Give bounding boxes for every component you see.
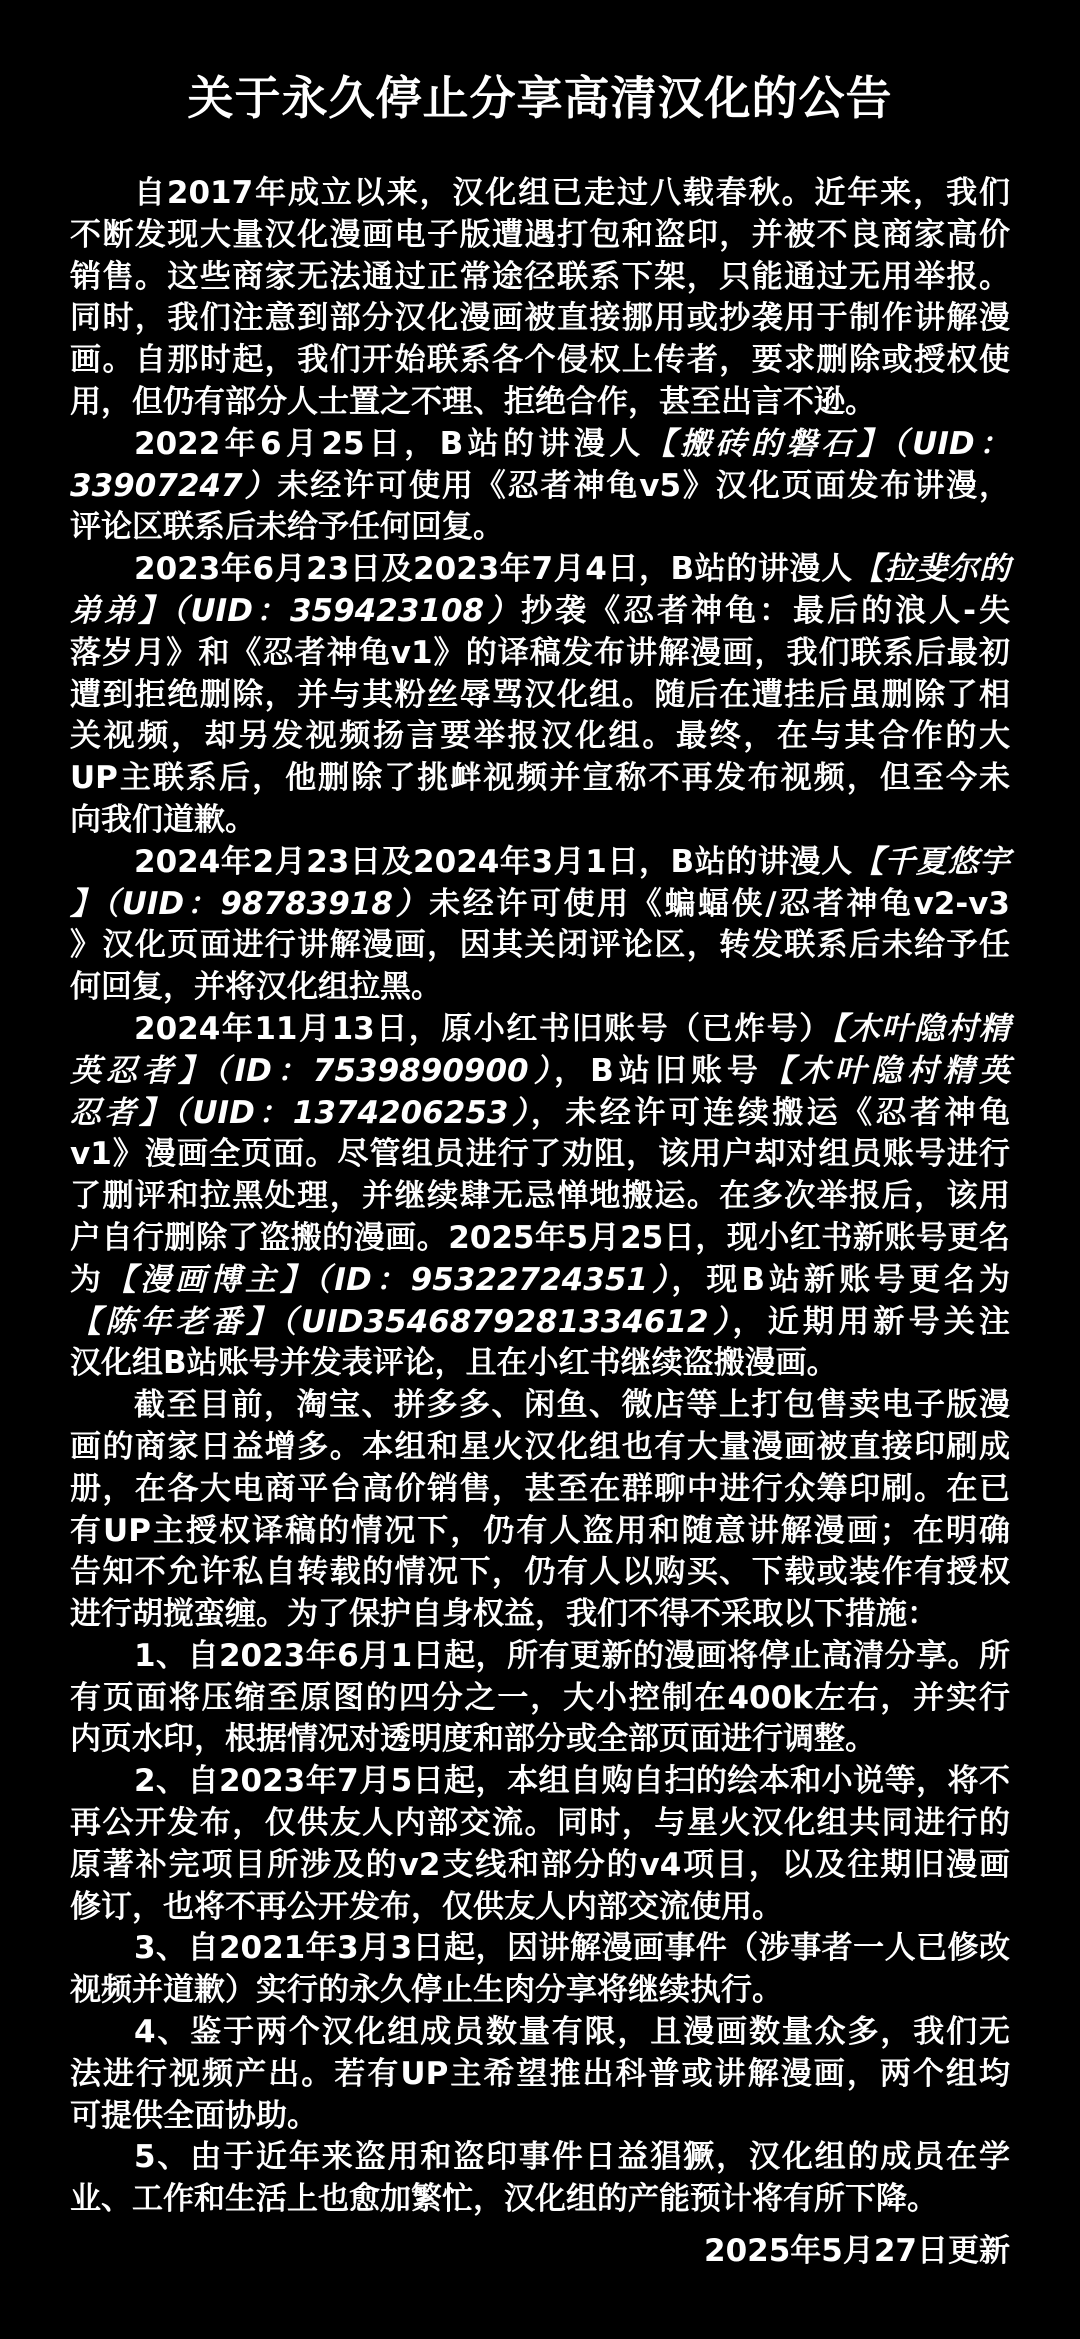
- highlighted-name: 【木叶隐村精: [831, 1010, 1011, 1047]
- highlighted-name: 【漫画博主】（ID：95322724351）: [105, 1261, 672, 1298]
- text-segment: 落岁月》和《忍者神龟v1》的译稿发布讲解漫画，我们联系后最初: [70, 634, 1010, 671]
- text-line: [70, 2137, 1010, 2179]
- text-segment: 法进行视频产出。若有UP主希望推出科普或讲解漫画，两个组均: [70, 2055, 1010, 2092]
- text-segment: 不断发现大量汉化漫画电子版遭遇打包和盗印，并被不良商家高价: [70, 216, 1010, 253]
- text-segment: 有页面将压缩至原图的四分之一，大小控制在400k左右，并实行: [70, 1679, 1010, 1716]
- paragraph: [70, 424, 1010, 549]
- paragraph: [70, 2137, 1010, 2221]
- text-segment: 1、自2023年6月1日起，所有更新的漫画将停止高清分享。所: [134, 1637, 1010, 1674]
- text-segment: 为: [70, 1261, 105, 1298]
- text-segment: 业、工作和生活上也愈加繁忙，汉化组的产能预计将有所下降。: [70, 2181, 938, 2218]
- text-segment: 抄袭《忍者神龟：最后的浪人-失: [521, 592, 1010, 629]
- update-date: 2025年5月27日更新: [704, 2233, 1010, 2269]
- text-segment: 截至目前，淘宝、拼多多、闲鱼、微店等上打包售卖电子版漫: [134, 1387, 1010, 1424]
- text-line: [70, 1887, 1010, 1929]
- text-line: [70, 884, 1010, 926]
- text-segment: 销售。这些商家无法通过正常途径联系下架，只能通过无用举报。: [70, 258, 1010, 295]
- paragraph: [70, 549, 1010, 842]
- text-line: [70, 1385, 1010, 1427]
- text-line: [70, 507, 1010, 549]
- text-line: [70, 967, 1010, 1009]
- text-line: [70, 1803, 1010, 1845]
- text-segment: 评论区联系后未给予任何回复。: [70, 509, 504, 546]
- text-line: [70, 2012, 1010, 2054]
- text-segment: 向我们道歉。: [70, 801, 256, 838]
- text-segment: 用，但仍有部分人士置之不理、拒绝合作，甚至出言不逊。: [70, 383, 876, 420]
- text-line: [70, 1343, 1010, 1385]
- text-line: [70, 549, 1010, 591]
- text-line: [70, 173, 1010, 215]
- text-segment: 3、自2021年3月3日起，因讲解漫画事件（涉事者一人已修改: [134, 1930, 1010, 1967]
- text-line: [70, 1427, 1010, 1469]
- text-segment: 册，在各大电商平台高价销售，甚至在群聊中进行众筹印刷。在已: [70, 1470, 1010, 1507]
- highlighted-name: 弟弟】（UID：359423108）: [70, 592, 522, 629]
- text-line: [70, 1009, 1010, 1051]
- text-segment: 未经许可使用《忍者神龟v5》汉化页面发布讲漫，: [277, 467, 1010, 504]
- text-segment: 了删评和拉黑处理，并继续肆无忌惮地搬运。在多次举报后，该用: [70, 1178, 1010, 1215]
- text-line: [70, 1134, 1010, 1176]
- text-line: [70, 1552, 1010, 1594]
- paragraph: [70, 1761, 1010, 1928]
- text-segment: 关视频，却另发视频扬言要举报汉化组。最终，在与其合作的大: [70, 718, 1010, 755]
- text-line: [70, 424, 1010, 466]
- text-line: [70, 925, 1010, 967]
- text-segment: 原著补完项目所涉及的v2支线和部分的v4项目，以及往期旧漫画: [70, 1846, 1010, 1883]
- text-line: [70, 675, 1010, 717]
- text-segment: ，未经许可连续搬运《忍者神龟: [530, 1094, 1011, 1131]
- text-line: [70, 1970, 1010, 2012]
- text-segment: 未经许可使用《蝙蝠侠/忍者神龟v2-v3: [429, 885, 1010, 922]
- announcement-body: [70, 173, 1010, 2221]
- text-segment: 内页水印，根据情况对透明度和部分或全部页面进行调整。: [70, 1721, 876, 1758]
- text-line: [70, 633, 1010, 675]
- text-segment: ，B站旧账号: [554, 1052, 763, 1089]
- highlighted-name: 英忍者】（ID：7539890900）: [70, 1052, 555, 1089]
- text-line: [70, 591, 1010, 633]
- paragraph: [70, 1009, 1010, 1385]
- text-segment: 2023年6月23日及2023年7月4日，B站的讲漫人: [134, 551, 853, 588]
- text-segment: UP主联系后，他删除了挑衅视频并宣称不再发布视频，但至今未: [70, 760, 1010, 797]
- page-title: 关于永久停止分享高清汉化的公告: [187, 71, 893, 125]
- text-line: [70, 758, 1010, 800]
- highlighted-name: 忍者】（UID：1374206253）: [70, 1094, 531, 1131]
- text-segment: 户自行删除了盗搬的漫画。2025年5月25日，现小红书新账号更名: [70, 1219, 1010, 1256]
- paragraph: [70, 2012, 1010, 2137]
- text-segment: ，现B站新账号更名为: [671, 1261, 1010, 1298]
- text-line: [70, 1636, 1010, 1678]
- text-line: [70, 382, 1010, 424]
- text-segment: 汉化组B站账号并发表评论，且在小红书继续盗搬漫画。: [70, 1345, 838, 1382]
- text-line: [70, 1093, 1010, 1135]
- text-line: [70, 800, 1010, 842]
- text-line: [70, 2179, 1010, 2221]
- text-line: [70, 1302, 1010, 1344]
- text-line: [70, 1511, 1010, 1553]
- highlighted-name: 【陈年老番】（UID3546879281334612）: [70, 1303, 733, 1340]
- text-line: [70, 1176, 1010, 1218]
- text-line: [70, 466, 1010, 508]
- text-segment: 2、自2023年7月5日起，本组自购自扫的绘本和小说等，将不: [134, 1763, 1010, 1800]
- text-line: [70, 1051, 1010, 1093]
- text-segment: 进行胡搅蛮缠。为了保护自身权益，我们不得不采取以下措施：: [70, 1596, 938, 1633]
- text-line: [70, 1845, 1010, 1887]
- text-segment: 》汉化页面进行讲解漫画，因其关闭评论区，转发联系后未给予任: [70, 927, 1010, 964]
- paragraph: [70, 1928, 1010, 2012]
- text-segment: 画的商家日益增多。本组和星火汉化组也有大量漫画被直接印刷成: [70, 1428, 1010, 1465]
- text-line: [70, 298, 1010, 340]
- text-line: [70, 1218, 1010, 1260]
- text-line: [70, 842, 1010, 884]
- text-segment: 视频并道歉）实行的永久停止生肉分享将继续执行。: [70, 1972, 783, 2009]
- text-segment: 可提供全面协助。: [70, 2097, 318, 2134]
- highlighted-name: 33907247）: [70, 467, 278, 504]
- paragraph: [70, 173, 1010, 424]
- highlighted-name: 【千夏悠宇: [852, 843, 1010, 880]
- paragraph: [70, 1385, 1010, 1636]
- text-segment: 画。自那时起，我们开始联系各个侵权上传者，要求删除或授权使: [70, 342, 1010, 379]
- text-segment: 遭到拒绝删除，并与其粉丝辱骂汉化组。随后在遭挂后虽删除了相: [70, 676, 1010, 713]
- text-segment: ，近期用新号关注: [732, 1303, 1011, 1340]
- text-line: [70, 2096, 1010, 2138]
- text-segment: 2024年2月23日及2024年3月1日，B站的讲漫人: [134, 843, 853, 880]
- text-segment: 修订，也将不再公开发布，仅供友人内部交流使用。: [70, 1888, 783, 1925]
- highlighted-name: 【拉斐尔的: [852, 551, 1010, 588]
- text-segment: 2022年6月25日，B站的讲漫人: [134, 425, 645, 462]
- text-segment: 有UP主授权译稿的情况下，仍有人盗用和随意讲解漫画；在明确: [70, 1512, 1010, 1549]
- text-line: [70, 716, 1010, 758]
- text-line: [70, 1678, 1010, 1720]
- text-line: [70, 1928, 1010, 1970]
- highlighted-name: 】（UID：98783918）: [70, 885, 430, 922]
- text-segment: 同时，我们注意到部分汉化漫画被直接挪用或抄袭用于制作讲解漫: [70, 300, 1010, 337]
- text-line: [70, 1719, 1010, 1761]
- text-segment: 自2017年成立以来，汉化组已走过八载春秋。近年来，我们: [134, 175, 1010, 211]
- text-segment: v1》漫画全页面。尽管组员进行了劝阻，该用户却对组员账号进行: [70, 1136, 1010, 1173]
- text-segment: 告知不允许私自转载的情况下，仍有人以购买、下载或装作有授权: [70, 1554, 1010, 1591]
- text-line: [70, 1761, 1010, 1803]
- text-line: [70, 340, 1010, 382]
- text-line: [70, 1260, 1010, 1302]
- text-segment: 再公开发布，仅供友人内部交流。同时，与星火汉化组共同进行的: [70, 1805, 1010, 1842]
- text-line: [70, 1594, 1010, 1636]
- highlighted-name: 【木叶隐村精英: [762, 1052, 1011, 1089]
- paragraph: [70, 1636, 1010, 1761]
- paragraph: [70, 842, 1010, 1009]
- text-segment: 4、鉴于两个汉化组成员数量有限，且漫画数量众多，我们无: [134, 2014, 1010, 2051]
- text-segment: 5、由于近年来盗用和盗印事件日益猖獗，汉化组的成员在学: [134, 2139, 1010, 2176]
- highlighted-name: 【搬砖的磐石】（UID：: [644, 425, 1010, 462]
- text-segment: 2024年11月13日，原小红书旧账号（已炸号）: [134, 1010, 832, 1047]
- text-line: [70, 2054, 1010, 2096]
- text-line: [70, 1469, 1010, 1511]
- text-line: [70, 257, 1010, 299]
- text-line: [70, 215, 1010, 257]
- text-segment: 何回复，并将汉化组拉黑。: [70, 969, 442, 1006]
